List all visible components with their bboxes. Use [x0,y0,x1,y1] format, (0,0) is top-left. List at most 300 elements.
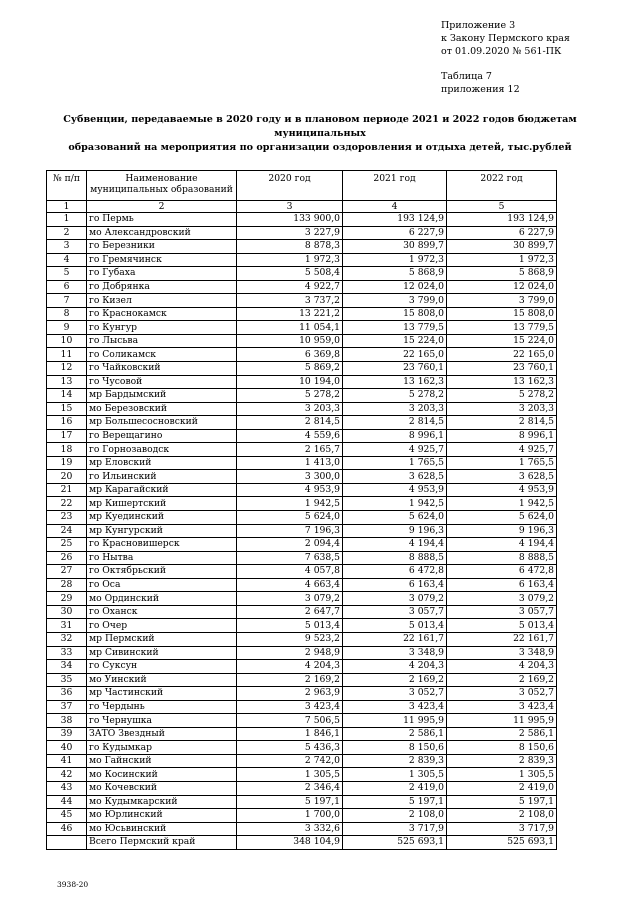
row-number-cell: 14 [47,389,87,403]
municipality-name-cell: Всего Пермский край [87,836,237,850]
row-number-cell: 3 [47,240,87,254]
value-2022-cell: 1 942,5 [447,497,557,511]
municipality-name-cell: мр Кишертский [87,497,237,511]
municipality-name-cell: мо Косинский [87,768,237,782]
colnum-5: 5 [447,201,557,213]
value-2020-cell: 3 300,0 [237,470,343,484]
table-row [47,213,557,227]
row-number-cell: 13 [47,375,87,389]
municipality-name-cell: мо Александровский [87,226,237,240]
value-2022-cell: 6 472,8 [447,565,557,579]
municipality-name-cell: го Кудымкар [87,741,237,755]
row-number-cell: 21 [47,483,87,497]
table-row [47,348,557,362]
row-number-cell: 30 [47,605,87,619]
colnum-3: 3 [237,201,343,213]
value-2022-cell: 3 423,4 [447,700,557,714]
value-2020-cell: 4 057,8 [237,565,343,579]
value-2022-cell: 6 163,4 [447,578,557,592]
value-2021-cell: 525 693,1 [343,836,447,850]
value-2020-cell: 5 869,2 [237,362,343,376]
value-2021-cell: 3 057,7 [343,605,447,619]
value-2021-cell: 2 419,0 [343,781,447,795]
value-2021-cell: 6 227,9 [343,226,447,240]
value-2022-cell: 2 169,2 [447,673,557,687]
value-2021-cell: 3 717,9 [343,822,447,836]
municipality-name-cell: мр Частинский [87,687,237,701]
value-2021-cell: 3 203,3 [343,402,447,416]
row-number-cell: 2 [47,226,87,240]
municipality-name-cell: го Горнозаводск [87,443,237,457]
value-2021-cell: 9 196,3 [343,524,447,538]
row-number-cell: 24 [47,524,87,538]
municipality-name-cell: го Нытва [87,551,237,565]
municipality-name-cell: го Соликамск [87,348,237,362]
value-2022-cell: 3 079,2 [447,592,557,606]
value-2022-cell: 5 278,2 [447,389,557,403]
value-2022-cell: 15 224,0 [447,334,557,348]
value-2020-cell: 1 942,5 [237,497,343,511]
value-2020-cell: 2 814,5 [237,416,343,430]
table-reference [441,70,520,96]
value-2022-cell: 6 227,9 [447,226,557,240]
municipality-name-cell: мр Карагайский [87,483,237,497]
municipality-name-cell: го Очер [87,619,237,633]
value-2022-cell: 9 196,3 [447,524,557,538]
value-2021-cell: 8 150,6 [343,741,447,755]
value-2020-cell: 1 972,3 [237,253,343,267]
row-number-cell: 32 [47,632,87,646]
value-2020-cell: 5 436,3 [237,741,343,755]
row-number-cell: 6 [47,280,87,294]
colnum-4: 4 [343,201,447,213]
row-number-cell: 37 [47,700,87,714]
municipality-name-cell: мр Еловский [87,456,237,470]
row-number-cell: 27 [47,565,87,579]
row-number-cell: 33 [47,646,87,660]
table-row [47,809,557,823]
value-2022-cell: 13 779,5 [447,321,557,335]
municipality-name-cell: мо Кудымкарский [87,795,237,809]
value-2020-cell: 5 013,4 [237,619,343,633]
municipality-name-cell: мо Уинский [87,673,237,687]
value-2020-cell: 13 221,2 [237,307,343,321]
row-number-cell: 9 [47,321,87,335]
value-2021-cell: 3 348,9 [343,646,447,660]
header-2021: 2021 год [343,171,447,201]
row-number-cell: 8 [47,307,87,321]
table-row [47,592,557,606]
value-2020-cell: 5 278,2 [237,389,343,403]
table-row [47,578,557,592]
value-2021-cell: 1 305,5 [343,768,447,782]
value-2022-cell: 2 814,5 [447,416,557,430]
table-row [47,253,557,267]
value-2021-cell: 3 628,5 [343,470,447,484]
table-row [47,551,557,565]
row-number-cell: 28 [47,578,87,592]
value-2021-cell: 5 624,0 [343,511,447,525]
value-2022-cell: 13 162,3 [447,375,557,389]
row-number-cell: 45 [47,809,87,823]
value-2022-cell: 2 419,0 [447,781,557,795]
value-2020-cell: 5 508,4 [237,267,343,281]
value-2021-cell: 15 808,0 [343,307,447,321]
value-2020-cell: 5 624,0 [237,511,343,525]
row-number-cell: 46 [47,822,87,836]
value-2021-cell: 2 839,3 [343,754,447,768]
colnum-1: 1 [47,201,87,213]
value-2021-cell: 1 765,5 [343,456,447,470]
row-number-cell: 5 [47,267,87,281]
value-2020-cell: 7 638,5 [237,551,343,565]
value-2022-cell: 15 808,0 [447,307,557,321]
value-2021-cell: 15 224,0 [343,334,447,348]
value-2021-cell: 22 161,7 [343,632,447,646]
value-2020-cell: 133 900,0 [237,213,343,227]
appendix-header [441,19,570,58]
column-number-row [47,201,557,213]
value-2021-cell: 22 165,0 [343,348,447,362]
table-row [47,565,557,579]
value-2020-cell: 2 165,7 [237,443,343,457]
value-2022-cell: 3 717,9 [447,822,557,836]
table-row [47,456,557,470]
row-number-cell: 31 [47,619,87,633]
value-2022-cell: 4 925,7 [447,443,557,457]
table-row [47,240,557,254]
value-2021-cell: 6 163,4 [343,578,447,592]
row-number-cell: 20 [47,470,87,484]
value-2021-cell: 3 079,2 [343,592,447,606]
value-2021-cell: 6 472,8 [343,565,447,579]
appendix-line-2: к Закону Пермского края [441,33,570,44]
municipality-name-cell: го Кунгур [87,321,237,335]
municipality-name-cell: мо Гайнский [87,754,237,768]
table-row [47,226,557,240]
value-2020-cell: 1 305,5 [237,768,343,782]
value-2022-cell: 5 197,1 [447,795,557,809]
value-2020-cell: 2 169,2 [237,673,343,687]
table-row [47,822,557,836]
row-number-cell: 11 [47,348,87,362]
value-2020-cell: 1 700,0 [237,809,343,823]
header-2022: 2022 год [447,171,557,201]
table-total-row [47,836,557,850]
value-2021-cell: 4 953,9 [343,483,447,497]
row-number-cell: 41 [47,754,87,768]
municipality-name-cell: го Чайковский [87,362,237,376]
municipality-name-cell: го Верещагино [87,429,237,443]
municipality-name-cell: го Ильинский [87,470,237,484]
value-2020-cell: 10 194,0 [237,375,343,389]
table-ref-line-1: Таблица 7 [441,71,492,82]
value-2020-cell: 3 423,4 [237,700,343,714]
value-2020-cell: 3 332,6 [237,822,343,836]
value-2022-cell: 11 995,9 [447,714,557,728]
document-title [40,113,600,155]
row-number-cell: 39 [47,727,87,741]
table-row [47,619,557,633]
row-number-cell: 16 [47,416,87,430]
value-2022-cell: 8 888,5 [447,551,557,565]
table-row [47,267,557,281]
table-row [47,483,557,497]
municipality-name-cell: го Красновишерск [87,538,237,552]
value-2021-cell: 13 162,3 [343,375,447,389]
table-row [47,727,557,741]
row-number-cell: 44 [47,795,87,809]
table-row [47,754,557,768]
row-number-cell: 18 [47,443,87,457]
row-number-cell: 26 [47,551,87,565]
value-2022-cell: 5 868,9 [447,267,557,281]
value-2021-cell: 4 194,4 [343,538,447,552]
row-number-cell: 36 [47,687,87,701]
value-2022-cell: 5 013,4 [447,619,557,633]
municipality-name-cell: мо Кочевский [87,781,237,795]
value-2020-cell: 5 197,1 [237,795,343,809]
row-number-cell [47,836,87,850]
title-line-2: образований на мероприятия по организации оздоровления и отдыха детей, тыс.рублей [68,142,572,153]
value-2022-cell: 4 194,4 [447,538,557,552]
table-row [47,605,557,619]
table-row [47,429,557,443]
row-number-cell: 7 [47,294,87,308]
row-number-cell: 17 [47,429,87,443]
municipality-name-cell: го Суксун [87,660,237,674]
value-2021-cell: 2 108,0 [343,809,447,823]
value-2021-cell: 4 925,7 [343,443,447,457]
value-2022-cell: 5 624,0 [447,511,557,525]
table-row [47,632,557,646]
municipality-name-cell: го Пермь [87,213,237,227]
title-line-1: Субвенции, передаваемые в 2020 году и в плановом периоде 2021 и 2022 годов бюджетам муниципальных [63,114,577,139]
table-row [47,511,557,525]
value-2020-cell: 6 369,8 [237,348,343,362]
table-row [47,389,557,403]
value-2021-cell: 13 779,5 [343,321,447,335]
appendix-line-3: от 01.09.2020 № 561-ПК [441,46,562,57]
value-2022-cell: 30 899,7 [447,240,557,254]
value-2020-cell: 1 413,0 [237,456,343,470]
value-2020-cell: 348 104,9 [237,836,343,850]
value-2020-cell: 4 559,6 [237,429,343,443]
row-number-cell: 29 [47,592,87,606]
value-2020-cell: 4 953,9 [237,483,343,497]
value-2020-cell: 2 094,4 [237,538,343,552]
value-2020-cell: 2 742,0 [237,754,343,768]
value-2020-cell: 2 346,4 [237,781,343,795]
value-2021-cell: 193 124,9 [343,213,447,227]
value-2020-cell: 4 663,4 [237,578,343,592]
value-2022-cell: 8 150,6 [447,741,557,755]
municipality-name-cell: го Губаха [87,267,237,281]
value-2021-cell: 5 278,2 [343,389,447,403]
table-row [47,497,557,511]
table-row [47,781,557,795]
subsidies-table [46,170,557,850]
row-number-cell: 25 [47,538,87,552]
table-row [47,280,557,294]
municipality-name-cell: го Чусовой [87,375,237,389]
table-row [47,795,557,809]
header-2020: 2020 год [237,171,343,201]
value-2020-cell: 2 647,7 [237,605,343,619]
row-number-cell: 19 [47,456,87,470]
value-2021-cell: 23 760,1 [343,362,447,376]
value-2022-cell: 3 203,3 [447,402,557,416]
municipality-name-cell: го Краснокамск [87,307,237,321]
municipality-name-cell: мр Пермский [87,632,237,646]
row-number-cell: 4 [47,253,87,267]
value-2021-cell: 1 942,5 [343,497,447,511]
value-2022-cell: 525 693,1 [447,836,557,850]
municipality-name-cell: мр Бардымский [87,389,237,403]
municipality-name-cell: го Березники [87,240,237,254]
value-2020-cell: 4 204,3 [237,660,343,674]
row-number-cell: 10 [47,334,87,348]
table-row [47,741,557,755]
value-2022-cell: 22 165,0 [447,348,557,362]
value-2022-cell: 23 760,1 [447,362,557,376]
table-row [47,362,557,376]
value-2021-cell: 11 995,9 [343,714,447,728]
header-name: Наименование муниципальных образований [87,171,237,201]
value-2020-cell: 11 054,1 [237,321,343,335]
value-2021-cell: 4 204,3 [343,660,447,674]
municipality-name-cell: го Чердынь [87,700,237,714]
municipality-name-cell: мо Ординский [87,592,237,606]
value-2020-cell: 2 948,9 [237,646,343,660]
value-2022-cell: 3 348,9 [447,646,557,660]
municipality-name-cell: го Оханск [87,605,237,619]
row-number-cell: 23 [47,511,87,525]
value-2021-cell: 30 899,7 [343,240,447,254]
table-row [47,416,557,430]
municipality-name-cell: ЗАТО Звездный [87,727,237,741]
table-row [47,646,557,660]
value-2022-cell: 8 996,1 [447,429,557,443]
value-2021-cell: 5 013,4 [343,619,447,633]
value-2021-cell: 8 888,5 [343,551,447,565]
row-number-cell: 22 [47,497,87,511]
municipality-name-cell: мр Кунгурский [87,524,237,538]
row-number-cell: 42 [47,768,87,782]
table-row [47,402,557,416]
row-number-cell: 35 [47,673,87,687]
value-2020-cell: 9 523,2 [237,632,343,646]
value-2021-cell: 8 996,1 [343,429,447,443]
municipality-name-cell: го Оса [87,578,237,592]
municipality-name-cell: мо Юсьвинский [87,822,237,836]
value-2021-cell: 1 972,3 [343,253,447,267]
municipality-name-cell: го Лысьва [87,334,237,348]
municipality-name-cell: мо Березовский [87,402,237,416]
value-2022-cell: 2 839,3 [447,754,557,768]
value-2020-cell: 3 227,9 [237,226,343,240]
municipality-name-cell: мр Куединский [87,511,237,525]
municipality-name-cell: го Чернушка [87,714,237,728]
value-2022-cell: 4 204,3 [447,660,557,674]
value-2021-cell: 2 814,5 [343,416,447,430]
municipality-name-cell: мо Юрлинский [87,809,237,823]
header-num: № п/п [47,171,87,201]
table-row [47,321,557,335]
value-2020-cell: 1 846,1 [237,727,343,741]
table-row [47,524,557,538]
value-2022-cell: 1 765,5 [447,456,557,470]
value-2022-cell: 1 305,5 [447,768,557,782]
value-2020-cell: 3 203,3 [237,402,343,416]
row-number-cell: 34 [47,660,87,674]
value-2020-cell: 3 079,2 [237,592,343,606]
row-number-cell: 12 [47,362,87,376]
table-row [47,375,557,389]
row-number-cell: 1 [47,213,87,227]
value-2021-cell: 5 197,1 [343,795,447,809]
value-2021-cell: 5 868,9 [343,267,447,281]
value-2022-cell: 3 628,5 [447,470,557,484]
value-2020-cell: 4 922,7 [237,280,343,294]
table-ref-line-2: приложения 12 [441,84,520,95]
municipality-name-cell: мр Сивинский [87,646,237,660]
value-2022-cell: 22 161,7 [447,632,557,646]
value-2020-cell: 8 878,3 [237,240,343,254]
value-2022-cell: 12 024,0 [447,280,557,294]
value-2020-cell: 7 196,3 [237,524,343,538]
value-2021-cell: 2 586,1 [343,727,447,741]
table-row [47,294,557,308]
table-row [47,470,557,484]
table-row [47,714,557,728]
value-2020-cell: 2 963,9 [237,687,343,701]
value-2022-cell: 4 953,9 [447,483,557,497]
table-row [47,443,557,457]
value-2020-cell: 7 506,5 [237,714,343,728]
document-number: 3938-20 [57,880,89,889]
value-2021-cell: 3 423,4 [343,700,447,714]
municipality-name-cell: го Добрянка [87,280,237,294]
value-2021-cell: 2 169,2 [343,673,447,687]
value-2022-cell: 2 586,1 [447,727,557,741]
table-row [47,538,557,552]
value-2020-cell: 3 737,2 [237,294,343,308]
value-2020-cell: 10 959,0 [237,334,343,348]
value-2021-cell: 3 052,7 [343,687,447,701]
municipality-name-cell: мр Большесосновский [87,416,237,430]
table-row [47,334,557,348]
value-2022-cell: 3 057,7 [447,605,557,619]
table-row [47,673,557,687]
row-number-cell: 40 [47,741,87,755]
value-2021-cell: 12 024,0 [343,280,447,294]
appendix-line-1: Приложение 3 [441,20,516,31]
table-header-row [47,171,557,201]
colnum-2: 2 [87,201,237,213]
value-2022-cell: 1 972,3 [447,253,557,267]
value-2022-cell: 193 124,9 [447,213,557,227]
value-2022-cell: 2 108,0 [447,809,557,823]
table-row [47,660,557,674]
table-row [47,768,557,782]
row-number-cell: 43 [47,781,87,795]
municipality-name-cell: го Кизел [87,294,237,308]
table-row [47,307,557,321]
value-2021-cell: 3 799,0 [343,294,447,308]
value-2022-cell: 3 052,7 [447,687,557,701]
row-number-cell: 15 [47,402,87,416]
